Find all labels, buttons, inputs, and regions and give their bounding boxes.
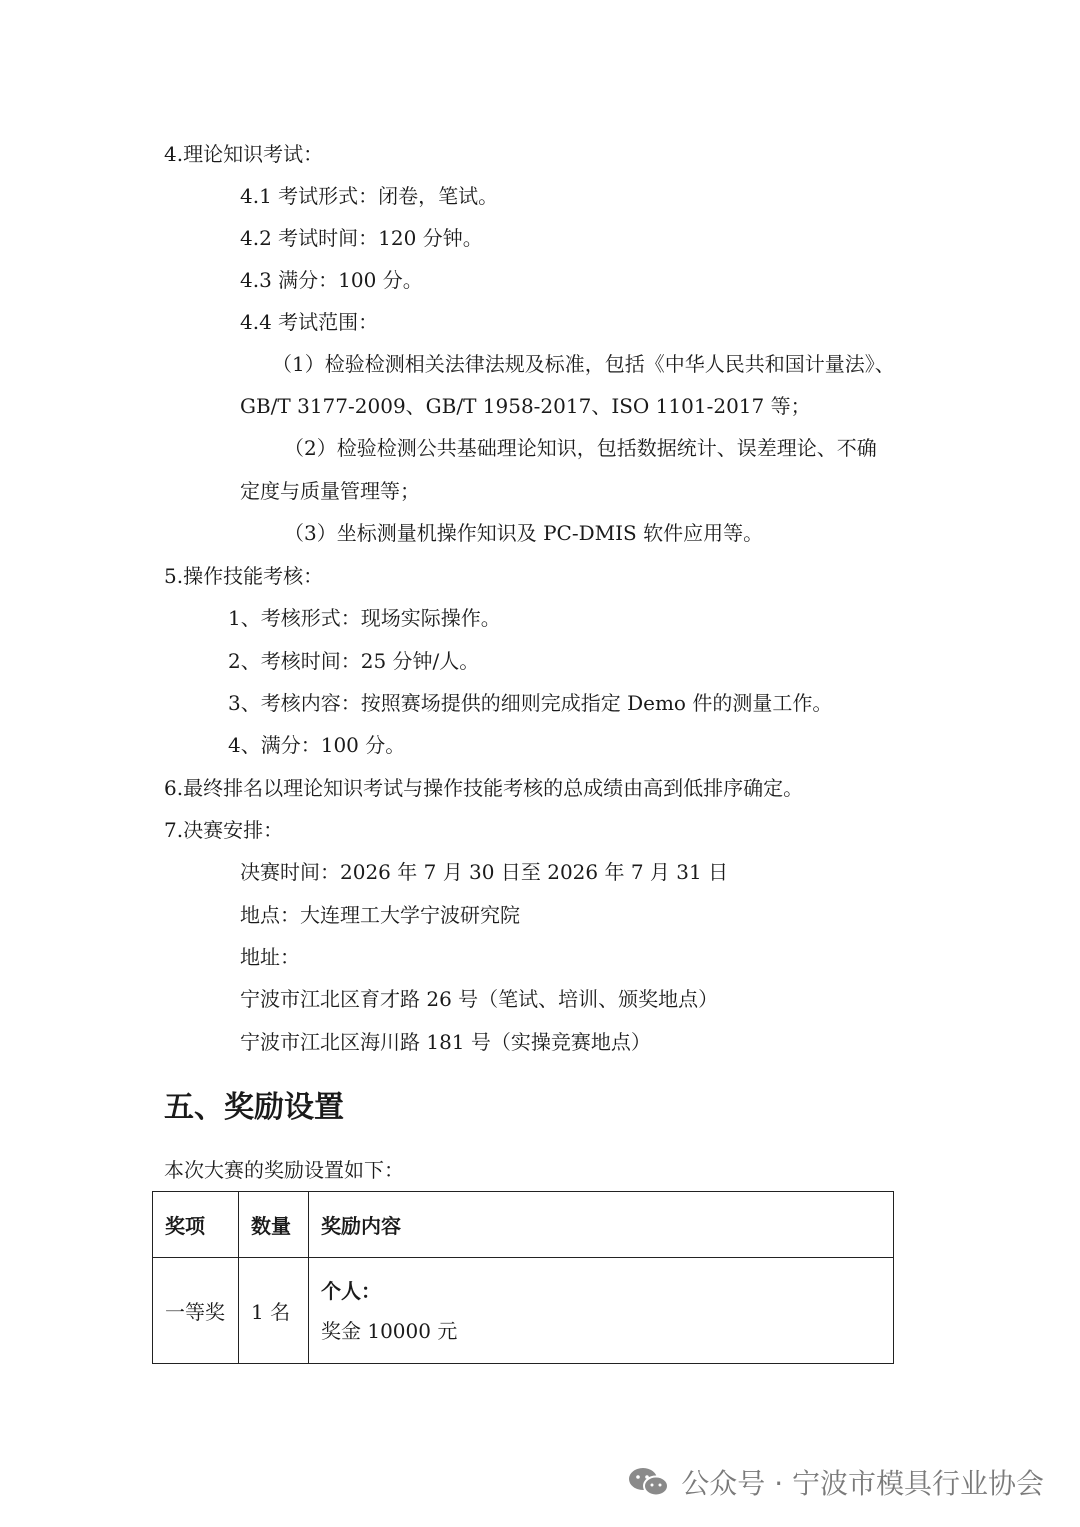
rewards-table <box>152 1191 894 1364</box>
final-address-1: 宁波市江北区育才路 26 号（笔试、培训、颁奖地点） <box>240 987 719 1011</box>
award-name: 一等奖 <box>153 1258 239 1364</box>
section-7-title: 7.决赛安排： <box>164 818 284 842</box>
exam-duration: 4.2 考试时间：120 分钟。 <box>240 226 483 250</box>
skill-content: 3、考核内容：按照赛场提供的细则完成指定 Demo 件的测量工作。 <box>228 691 833 715</box>
final-address-2: 宁波市江北区海川路 181 号（实操竞赛地点） <box>240 1030 651 1054</box>
table-header-row <box>153 1192 894 1258</box>
skill-format: 1、考核形式：现场实际操作。 <box>228 606 501 630</box>
watermark-text: 公众号 · 宁波市模具行业协会 <box>681 1467 1044 1500</box>
section-5-title: 5.操作技能考核： <box>164 564 324 588</box>
watermark <box>627 1462 1044 1502</box>
exam-scope-item-2-cont: 定度与质量管理等； <box>240 479 420 503</box>
award-content-title: 个人： <box>321 1278 381 1303</box>
wechat-icon <box>627 1466 671 1498</box>
award-content-detail: 奖金 10000 元 <box>321 1318 458 1343</box>
exam-format: 4.1 考试形式：闭卷，笔试。 <box>240 184 499 208</box>
exam-scope-label: 4.4 考试范围： <box>240 310 379 334</box>
skill-duration: 2、考核时间：25 分钟/人。 <box>228 649 480 673</box>
table-row <box>153 1258 894 1364</box>
header-content: 奖励内容 <box>309 1192 894 1258</box>
rewards-intro: 本次大赛的奖励设置如下： <box>164 1158 404 1182</box>
final-time: 决赛时间：2026 年 7 月 30 日至 2026 年 7 月 31 日 <box>240 860 729 884</box>
exam-scope-item-1-cont: GB/T 3177-2009、GB/T 1958-2017、ISO 1101-2017 等； <box>240 394 811 418</box>
exam-full-score: 4.3 满分：100 分。 <box>240 268 423 292</box>
skill-full-score: 4、满分：100 分。 <box>228 733 406 757</box>
award-count: 1 名 <box>239 1258 309 1364</box>
final-address-label: 地址： <box>240 945 300 969</box>
exam-scope-item-3: （3）坐标测量机操作知识及 PC-DMIS 软件应用等。 <box>284 521 764 545</box>
section-4-title: 4.理论知识考试： <box>164 142 324 166</box>
rewards-heading: 五、奖励设置 <box>164 1090 344 1125</box>
final-venue: 地点：大连理工大学宁波研究院 <box>240 903 520 927</box>
exam-scope-item-1: （1）检验检测相关法律法规及标准，包括《中华人民共和国计量法》、 <box>272 352 895 376</box>
header-award: 奖项 <box>153 1192 239 1258</box>
header-count: 数量 <box>239 1192 309 1258</box>
section-6-ranking: 6.最终排名以理论知识考试与操作技能考核的总成绩由高到低排序确定。 <box>164 776 804 800</box>
exam-scope-item-2: （2）检验检测公共基础理论知识，包括数据统计、误差理论、不确 <box>284 436 877 460</box>
award-content <box>309 1258 894 1364</box>
